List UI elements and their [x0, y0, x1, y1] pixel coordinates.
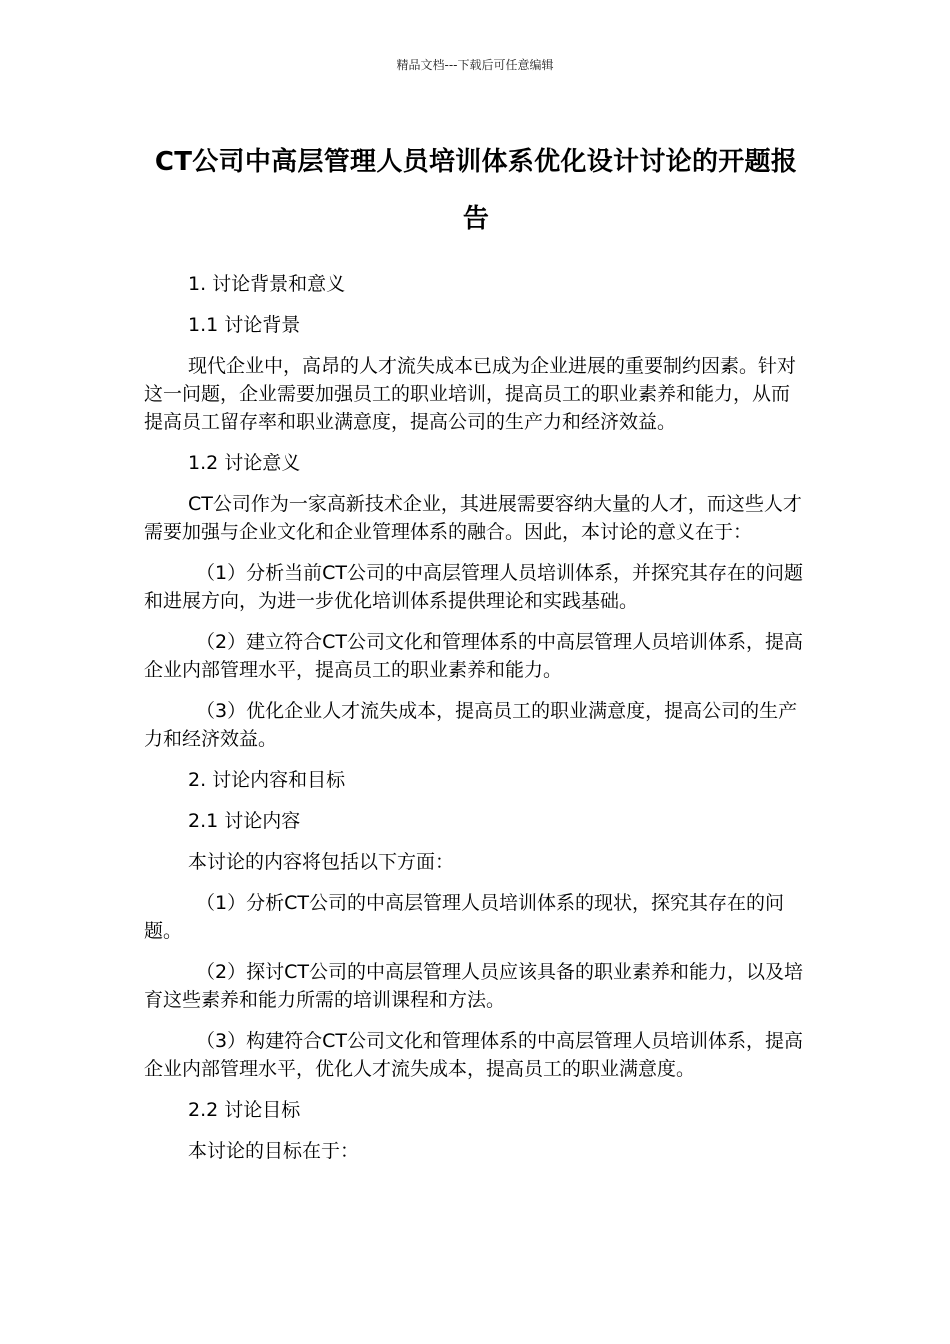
body-paragraph: 本讨论的内容将包括以下方面： [188, 851, 455, 873]
document-title: CT公司中高层管理人员培训体系优化设计讨论的开题报告 [154, 147, 798, 234]
section-heading: 1. 讨论背景和意义 [188, 273, 346, 295]
body-paragraph: 本讨论的目标在于： [188, 1140, 360, 1162]
section-heading: 2. 讨论内容和目标 [188, 769, 346, 791]
page-header-note: 精品文档---下载后可任意编辑 [396, 58, 554, 72]
list-item: （3）优化企业人才流失成本，提高员工的职业满意度，提高公司的生产力和经济效益。 [144, 700, 798, 750]
subsection-heading: 1.1 讨论背景 [188, 314, 301, 336]
list-item: （1）分析当前CT公司的中高层管理人员培训体系，并探究其存在的问题和进展方向，为进一步优化培训体系提供理论和实践基础。 [144, 562, 803, 612]
subsection-heading: 2.2 讨论目标 [188, 1099, 301, 1121]
list-item: （1）分析CT公司的中高层管理人员培训体系的现状，探究其存在的问题。 [144, 892, 784, 942]
subsection-heading: 1.2 讨论意义 [188, 452, 301, 474]
list-item: （2）探讨CT公司的中高层管理人员应该具备的职业素养和能力，以及培育这些素养和能力所需的培训课程和方法。 [144, 961, 803, 1011]
document-body [144, 270, 808, 1178]
body-paragraph: CT公司作为一家高新技术企业，其进展需要容纳大量的人才，而这些人才需要加强与企业文化和企业管理体系的融合。因此，本讨论的意义在于： [144, 493, 802, 543]
body-paragraph: 现代企业中，高昂的人才流失成本已成为企业进展的重要制约因素。针对这一问题，企业需要加强员工的职业培训，提高员工的职业素养和能力，从而提高员工留存率和职业满意度，提高公司的生产力和经济效益。 [144, 355, 797, 433]
list-item: （2）建立符合CT公司文化和管理体系的中高层管理人员培训体系，提高企业内部管理水平，提高员工的职业素养和能力。 [144, 631, 803, 681]
subsection-heading: 2.1 讨论内容 [188, 810, 301, 832]
list-item: （3）构建符合CT公司文化和管理体系的中高层管理人员培训体系，提高企业内部管理水平，优化人才流失成本，提高员工的职业满意度。 [144, 1030, 803, 1080]
